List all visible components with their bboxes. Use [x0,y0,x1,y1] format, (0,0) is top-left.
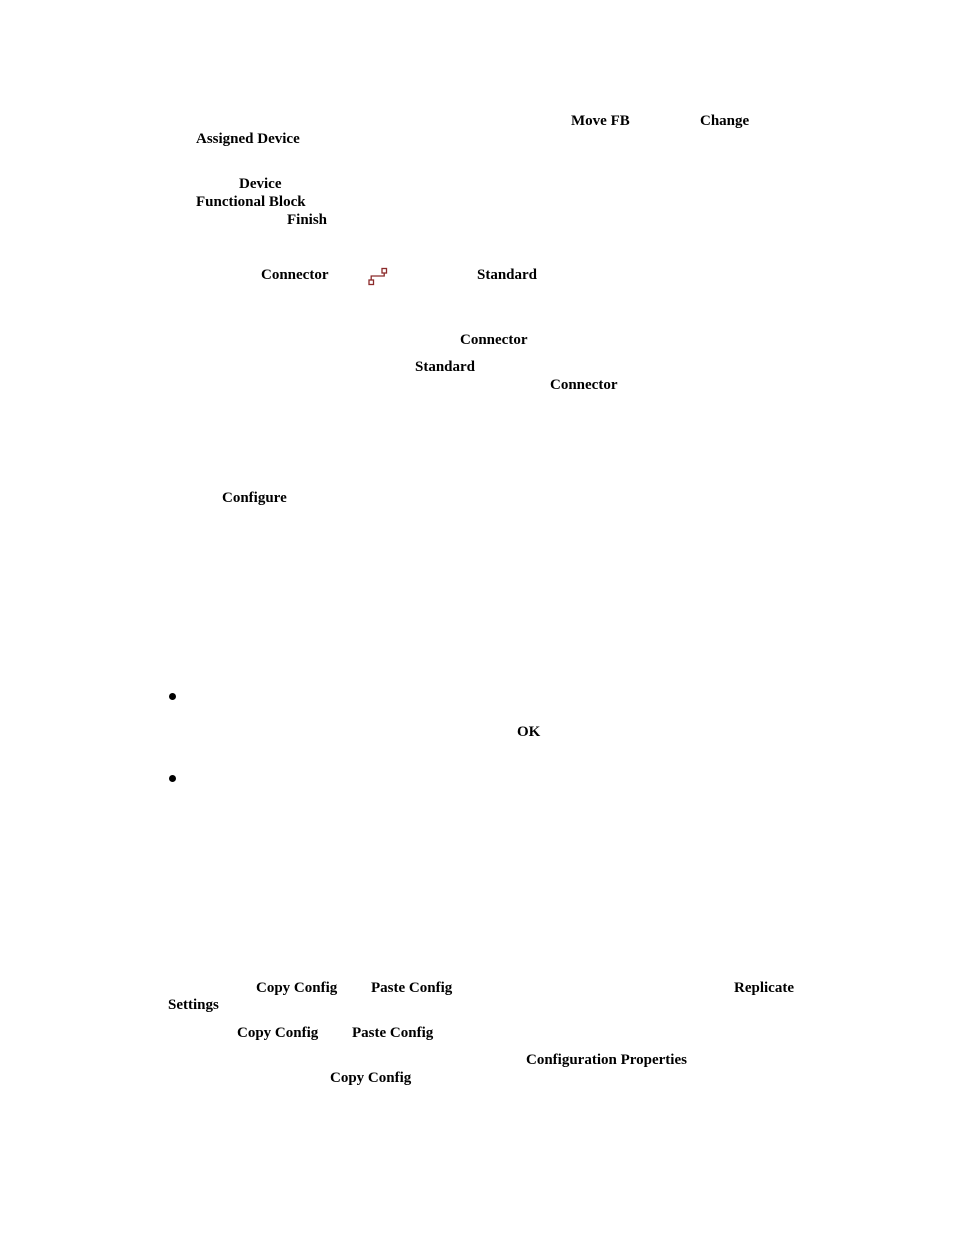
device-label: Device [239,176,282,192]
connector-icon [367,267,389,287]
connector-label-2: Connector [460,332,528,348]
functional-block-label: Functional Block [196,194,306,210]
finish-label: Finish [287,212,328,228]
change-label: Change [700,113,750,129]
configuration-properties-label: Configuration Properties [526,1052,687,1068]
connector-label: Connector [261,267,329,283]
connector-label-3: Connector [550,377,618,393]
copy-config-label-2: Copy Config [237,1025,319,1041]
standard-label: Standard [477,267,538,283]
bullet-2 [169,775,176,782]
standard-label-2: Standard [415,359,476,375]
copy-config-label-3: Copy Config [330,1070,412,1086]
replicate-label: Replicate [734,980,794,996]
assigned-device-label: Assigned Device [196,131,300,147]
ok-label: OK [517,724,541,740]
paste-config-label: Paste Config [371,980,453,996]
paste-config-label-2: Paste Config [352,1025,434,1041]
bullet-1 [169,693,176,700]
configure-label: Configure [222,490,287,506]
settings-label: Settings [168,997,219,1013]
copy-config-label: Copy Config [256,980,338,996]
move-fb-label: Move FB [571,113,630,129]
